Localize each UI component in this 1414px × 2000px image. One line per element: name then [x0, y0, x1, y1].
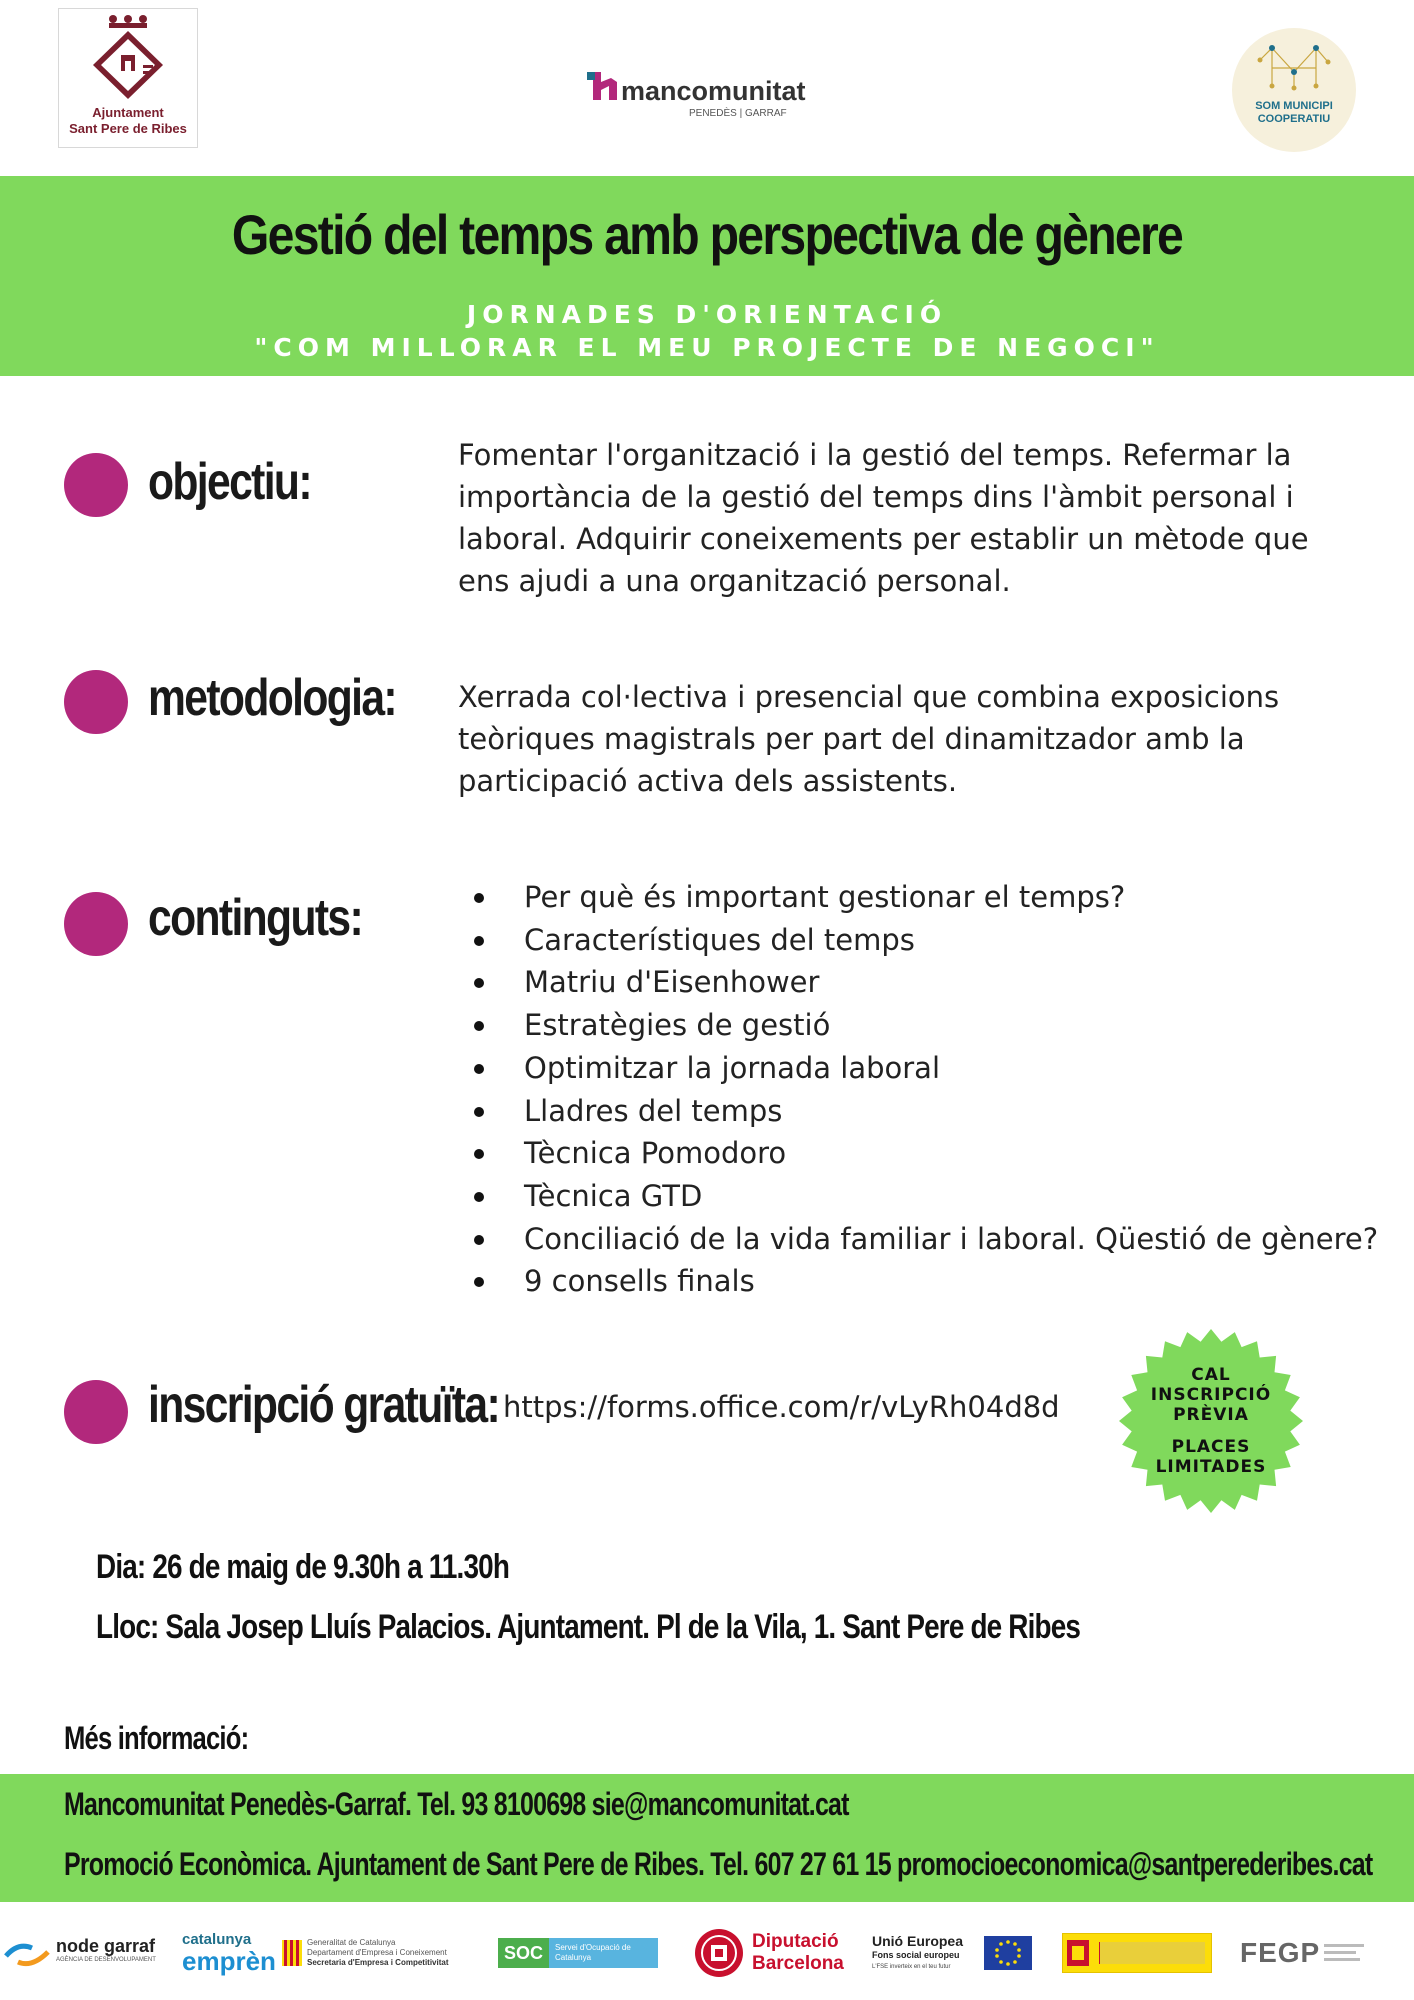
contact-mancomunitat: Mancomunitat Penedès-Garraf. Tel. 93 8100698 sie@mancomunitat.cat — [64, 1786, 849, 1822]
ue-line2: Fons social europeu — [872, 1950, 960, 1960]
section-bullet-dot — [64, 670, 128, 734]
unio-europea-logo — [872, 1924, 1040, 1982]
fegp-emblem-icon — [1324, 1938, 1368, 1968]
node-garraf-logo — [4, 1924, 174, 1982]
catalunya-empren-logo — [182, 1924, 278, 1982]
mancomunitat-mark-icon — [585, 68, 619, 102]
ue-line1: Unió Europea — [872, 1933, 964, 1949]
event-date: Dia: 26 de maig de 9.30h a 11.30h — [96, 1548, 510, 1586]
page-subtitle — [0, 298, 1414, 364]
generalitat-logo — [282, 1924, 474, 1982]
objectiu-heading: objectiu: — [148, 453, 311, 511]
list-item: Estratègies de gestió — [474, 1004, 1374, 1047]
continguts-heading: continguts: — [148, 889, 363, 947]
section-bullet-dot — [64, 1380, 128, 1444]
subtitle-line1: JORNADES D'ORIENTACIÓ — [466, 300, 948, 329]
list-item: Característiques del temps — [474, 919, 1374, 962]
node-garraf-swirl-icon — [4, 1938, 50, 1968]
som-logo-line2: COOPERATIU — [1257, 113, 1331, 125]
generalitat-line3: Secretaria d'Empresa i Competitivitat — [307, 1958, 449, 1967]
coat-of-arms-icon — [85, 13, 171, 99]
badge-line1: CAL — [1191, 1365, 1231, 1385]
soc-name: SOC — [498, 1938, 549, 1968]
generalitat-flag-icon — [282, 1940, 302, 1966]
badge-line4: PLACES — [1171, 1437, 1251, 1457]
metodologia-heading: metodologia: — [148, 669, 396, 727]
subtitle-line2: "COM MILLORAR EL MEU PROJECTE DE NEGOCI" — [254, 333, 1160, 362]
contact-ajuntament: Promoció Econòmica. Ajuntament de Sant Pere de Ribes. Tel. 607 27 61 15 promocioeconomica@santperederibes.cat — [64, 1846, 1373, 1882]
ajuntament-logo — [58, 8, 198, 148]
list-item: Lladres del temps — [474, 1090, 1374, 1133]
ajuntament-logo-line1: Ajuntament — [92, 105, 164, 120]
badge-line5: LIMITADES — [1155, 1457, 1267, 1477]
ue-line3: L'FSE inverteix en el teu futur — [872, 1964, 951, 1970]
diputacio-line1: Diputació — [752, 1931, 839, 1952]
list-item: Optimitzar la jornada laboral — [474, 1047, 1374, 1090]
event-location: Lloc: Sala Josep Lluís Palacios. Ajuntament. Pl de la Vila, 1. Sant Pere de Ribes — [96, 1608, 1081, 1646]
footer-logos — [0, 1910, 1414, 2000]
contact-band — [0, 1774, 1414, 1902]
diputacio-line2: Barcelona — [752, 1953, 844, 1974]
list-item: Conciliació de la vida familiar i laboral. Qüestió de gènere? — [474, 1218, 1374, 1261]
generalitat-line1: Generalitat de Catalunya — [307, 1938, 396, 1947]
more-info-title: Més informació: — [64, 1720, 249, 1756]
catalunya-empren-line1: catalunya — [182, 1931, 252, 1948]
ajuntament-logo-line2: Sant Pere de Ribes — [69, 121, 187, 136]
generalitat-line2: Departament d'Empresa i Coneixement — [307, 1948, 447, 1957]
eu-flag-icon — [984, 1936, 1032, 1970]
registration-link[interactable]: https://forms.office.com/r/vLyRh04d8d — [503, 1390, 1060, 1424]
mancomunitat-logo-name: mancomunitat — [621, 76, 806, 106]
inscripcio-heading: inscripció gratuïta: — [148, 1376, 500, 1434]
title-banner — [0, 176, 1414, 376]
list-item: Matriu d'Eisenhower — [474, 961, 1374, 1004]
section-bullet-dot — [64, 892, 128, 956]
metodologia-text: Xerrada col·lectiva i presencial que combina exposicions teòriques magistrals per part del dinamitzador amb la participació activa dels assistents. — [458, 680, 1280, 798]
node-garraf-sub: AGÈNCIA DE DESENVOLUPAMENT — [56, 1957, 156, 1963]
list-item: Tècnica GTD — [474, 1175, 1374, 1218]
list-item: Per què és important gestionar el temps? — [474, 876, 1374, 919]
network-m-icon — [1254, 38, 1334, 94]
som-municipi-cooperatiu-logo — [1232, 28, 1356, 152]
diputacio-barcelona-logo — [694, 1924, 854, 1982]
catalunya-empren-line2: emprèn — [182, 1946, 276, 1976]
node-garraf-name: node garraf — [56, 1936, 156, 1956]
mancomunitat-logo — [585, 68, 806, 120]
spanish-ministry-logo — [1062, 1924, 1212, 1982]
list-item: Tècnica Pomodoro — [474, 1132, 1374, 1175]
fegp-logo — [1240, 1924, 1370, 1982]
list-item: 9 consells finals — [474, 1260, 1374, 1303]
soc-logo — [498, 1924, 660, 1982]
fegp-name: FEGP — [1240, 1937, 1321, 1968]
continguts-list — [474, 876, 1379, 1303]
diputacio-seal-icon — [694, 1928, 744, 1978]
page-title: Gestió del temps amb perspectiva de gènere — [231, 203, 1183, 266]
section-bullet-dot — [64, 453, 128, 517]
badge-line3: PRÈVIA — [1173, 1405, 1249, 1425]
soc-sub: Servei d'Ocupació de Catalunya — [555, 1943, 631, 1962]
spain-coat-of-arms-icon — [1063, 1936, 1093, 1970]
objectiu-text: Fomentar l'organització i la gestió del temps. Refermar la importància de la gestió del temps dins l'àmbit personal i laboral. Adquirir coneixements per establir un mètode que ens ajudi a una organització personal. — [458, 438, 1309, 598]
badge-text — [1118, 1328, 1304, 1514]
mancomunitat-logo-sub: PENEDÈS | GARRAF — [689, 108, 787, 119]
som-logo-line1: SOM MUNICIPI — [1255, 100, 1333, 112]
registration-badge — [1118, 1328, 1304, 1514]
badge-line2: INSCRIPCIÓ — [1150, 1385, 1272, 1405]
